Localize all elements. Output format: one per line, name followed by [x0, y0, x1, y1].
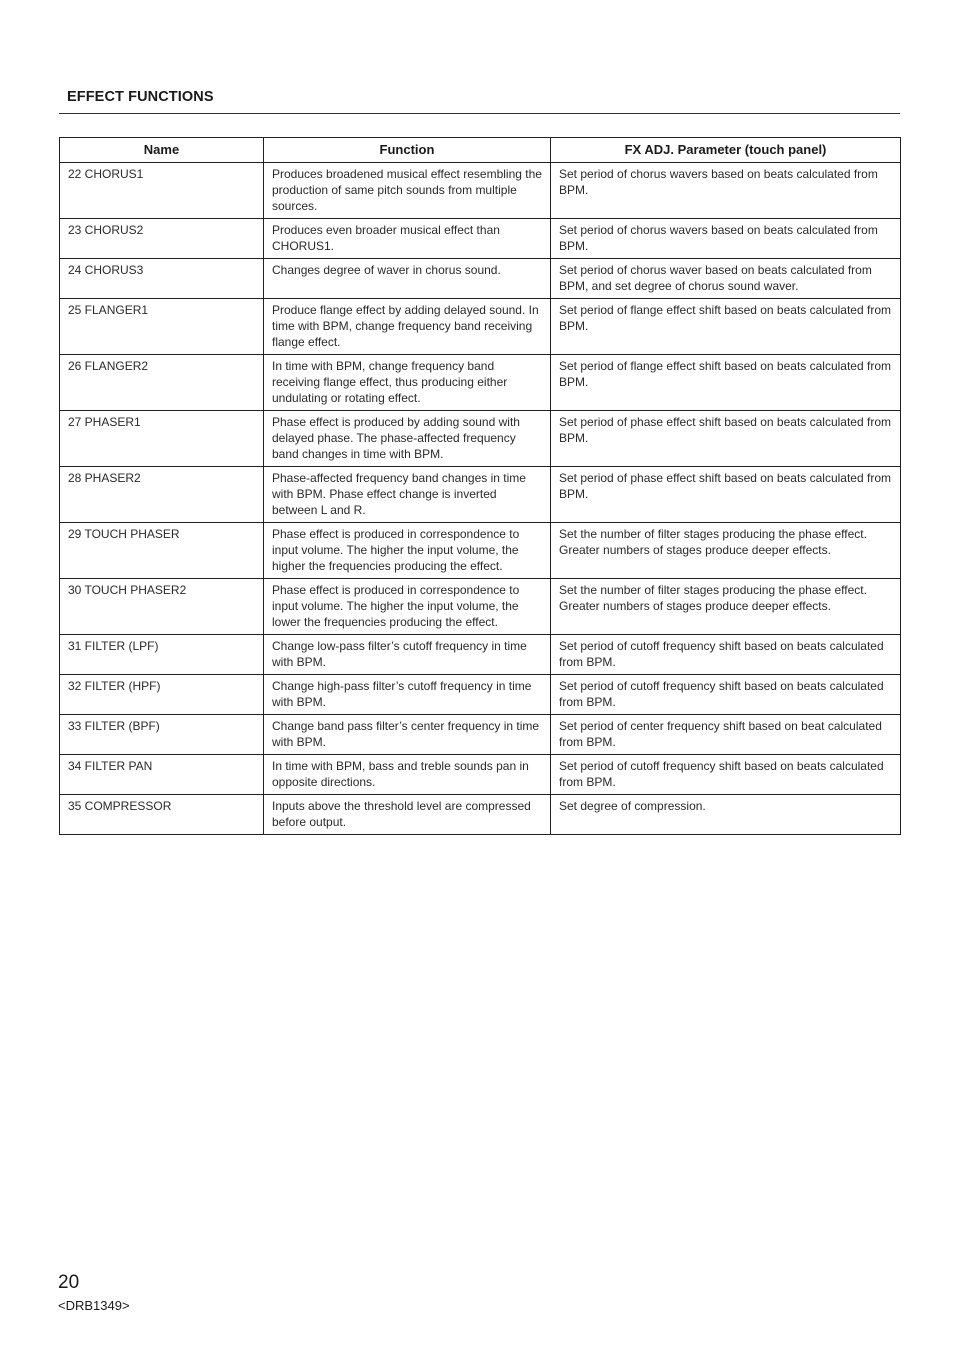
- effect-parameter-cell: Set period of phase effect shift based on beats calculated from BPM.: [551, 467, 901, 523]
- effect-function-cell: Changes degree of waver in chorus sound.: [264, 259, 551, 299]
- effect-parameter-cell: Set period of cutoff frequency shift based on beats calculated from BPM.: [551, 635, 901, 675]
- effect-function-cell: Produces even broader musical effect than CHORUS1.: [264, 219, 551, 259]
- effect-function-cell: Produce flange effect by adding delayed sound. In time with BPM, change frequency band receiving flange effect.: [264, 299, 551, 355]
- effect-function-cell: Change high-pass filter’s cutoff frequency in time with BPM.: [264, 675, 551, 715]
- effect-name-cell: 29 TOUCH PHASER: [60, 523, 264, 579]
- effect-name-cell: 27 PHASER1: [60, 411, 264, 467]
- title-divider: [59, 113, 900, 114]
- effect-name-cell: 33 FILTER (BPF): [60, 715, 264, 755]
- effect-parameter-cell: Set degree of compression.: [551, 795, 901, 835]
- effect-function-cell: Produces broadened musical effect resembling the production of same pitch sounds from multiple sources.: [264, 163, 551, 219]
- table-row: [60, 467, 901, 523]
- effect-function-cell: Phase effect is produced in correspondence to input volume. The higher the input volume, the higher the frequencies producing the effect.: [264, 523, 551, 579]
- effect-function-cell: Phase-affected frequency band changes in time with BPM. Phase effect change is inverted between L and R.: [264, 467, 551, 523]
- table-row: [60, 355, 901, 411]
- effect-name-cell: 34 FILTER PAN: [60, 755, 264, 795]
- table-row: [60, 259, 901, 299]
- table-row: [60, 675, 901, 715]
- effect-name-cell: 30 TOUCH PHASER2: [60, 579, 264, 635]
- effect-parameter-cell: Set period of center frequency shift based on beat calculated from BPM.: [551, 715, 901, 755]
- effect-function-cell: Change low-pass filter’s cutoff frequency in time with BPM.: [264, 635, 551, 675]
- effect-name-cell: 23 CHORUS2: [60, 219, 264, 259]
- table-row: [60, 579, 901, 635]
- effect-functions-table: [59, 137, 901, 835]
- table-row: [60, 523, 901, 579]
- document-code: <DRB1349>: [58, 1298, 130, 1313]
- table-row: [60, 715, 901, 755]
- table-row: [60, 635, 901, 675]
- effect-name-cell: 32 FILTER (HPF): [60, 675, 264, 715]
- effect-parameter-cell: Set period of phase effect shift based on beats calculated from BPM.: [551, 411, 901, 467]
- table-row: [60, 163, 901, 219]
- effect-parameter-cell: Set period of flange effect shift based on beats calculated from BPM.: [551, 355, 901, 411]
- effect-function-cell: In time with BPM, change frequency band receiving flange effect, thus producing either undulating or rotating effect.: [264, 355, 551, 411]
- effect-function-cell: Phase effect is produced in correspondence to input volume. The higher the input volume, the lower the frequencies producing the effect.: [264, 579, 551, 635]
- column-header-function: Function: [264, 138, 551, 163]
- table-row: [60, 219, 901, 259]
- table-row: [60, 795, 901, 835]
- column-header-name: Name: [60, 138, 264, 163]
- effect-name-cell: 35 COMPRESSOR: [60, 795, 264, 835]
- effect-name-cell: 25 FLANGER1: [60, 299, 264, 355]
- column-header-parameter: FX ADJ. Parameter (touch panel): [551, 138, 901, 163]
- page-number: 20: [58, 1272, 80, 1293]
- effect-function-cell: Change band pass filter’s center frequency in time with BPM.: [264, 715, 551, 755]
- table-row: [60, 411, 901, 467]
- effect-name-cell: 26 FLANGER2: [60, 355, 264, 411]
- effect-parameter-cell: Set period of chorus wavers based on beats calculated from BPM.: [551, 219, 901, 259]
- effect-name-cell: 31 FILTER (LPF): [60, 635, 264, 675]
- effect-parameter-cell: Set period of cutoff frequency shift based on beats calculated from BPM.: [551, 755, 901, 795]
- table-header-row: [60, 138, 901, 163]
- section-title: EFFECT FUNCTIONS: [67, 89, 214, 105]
- effect-parameter-cell: Set period of cutoff frequency shift based on beats calculated from BPM.: [551, 675, 901, 715]
- effect-parameter-cell: Set period of chorus waver based on beats calculated from BPM, and set degree of chorus sound waver.: [551, 259, 901, 299]
- effect-parameter-cell: Set period of chorus wavers based on beats calculated from BPM.: [551, 163, 901, 219]
- effect-parameter-cell: Set period of flange effect shift based on beats calculated from BPM.: [551, 299, 901, 355]
- table-row: [60, 299, 901, 355]
- effect-parameter-cell: Set the number of filter stages producing the phase effect. Greater numbers of stages produce deeper effects.: [551, 579, 901, 635]
- effect-name-cell: 24 CHORUS3: [60, 259, 264, 299]
- effect-name-cell: 28 PHASER2: [60, 467, 264, 523]
- effect-function-cell: Phase effect is produced by adding sound with delayed phase. The phase-affected frequency band changes in time with BPM.: [264, 411, 551, 467]
- effect-parameter-cell: Set the number of filter stages producing the phase effect. Greater numbers of stages produce deeper effects.: [551, 523, 901, 579]
- table-row: [60, 755, 901, 795]
- effect-name-cell: 22 CHORUS1: [60, 163, 264, 219]
- effect-function-cell: Inputs above the threshold level are compressed before output.: [264, 795, 551, 835]
- effect-function-cell: In time with BPM, bass and treble sounds pan in opposite directions.: [264, 755, 551, 795]
